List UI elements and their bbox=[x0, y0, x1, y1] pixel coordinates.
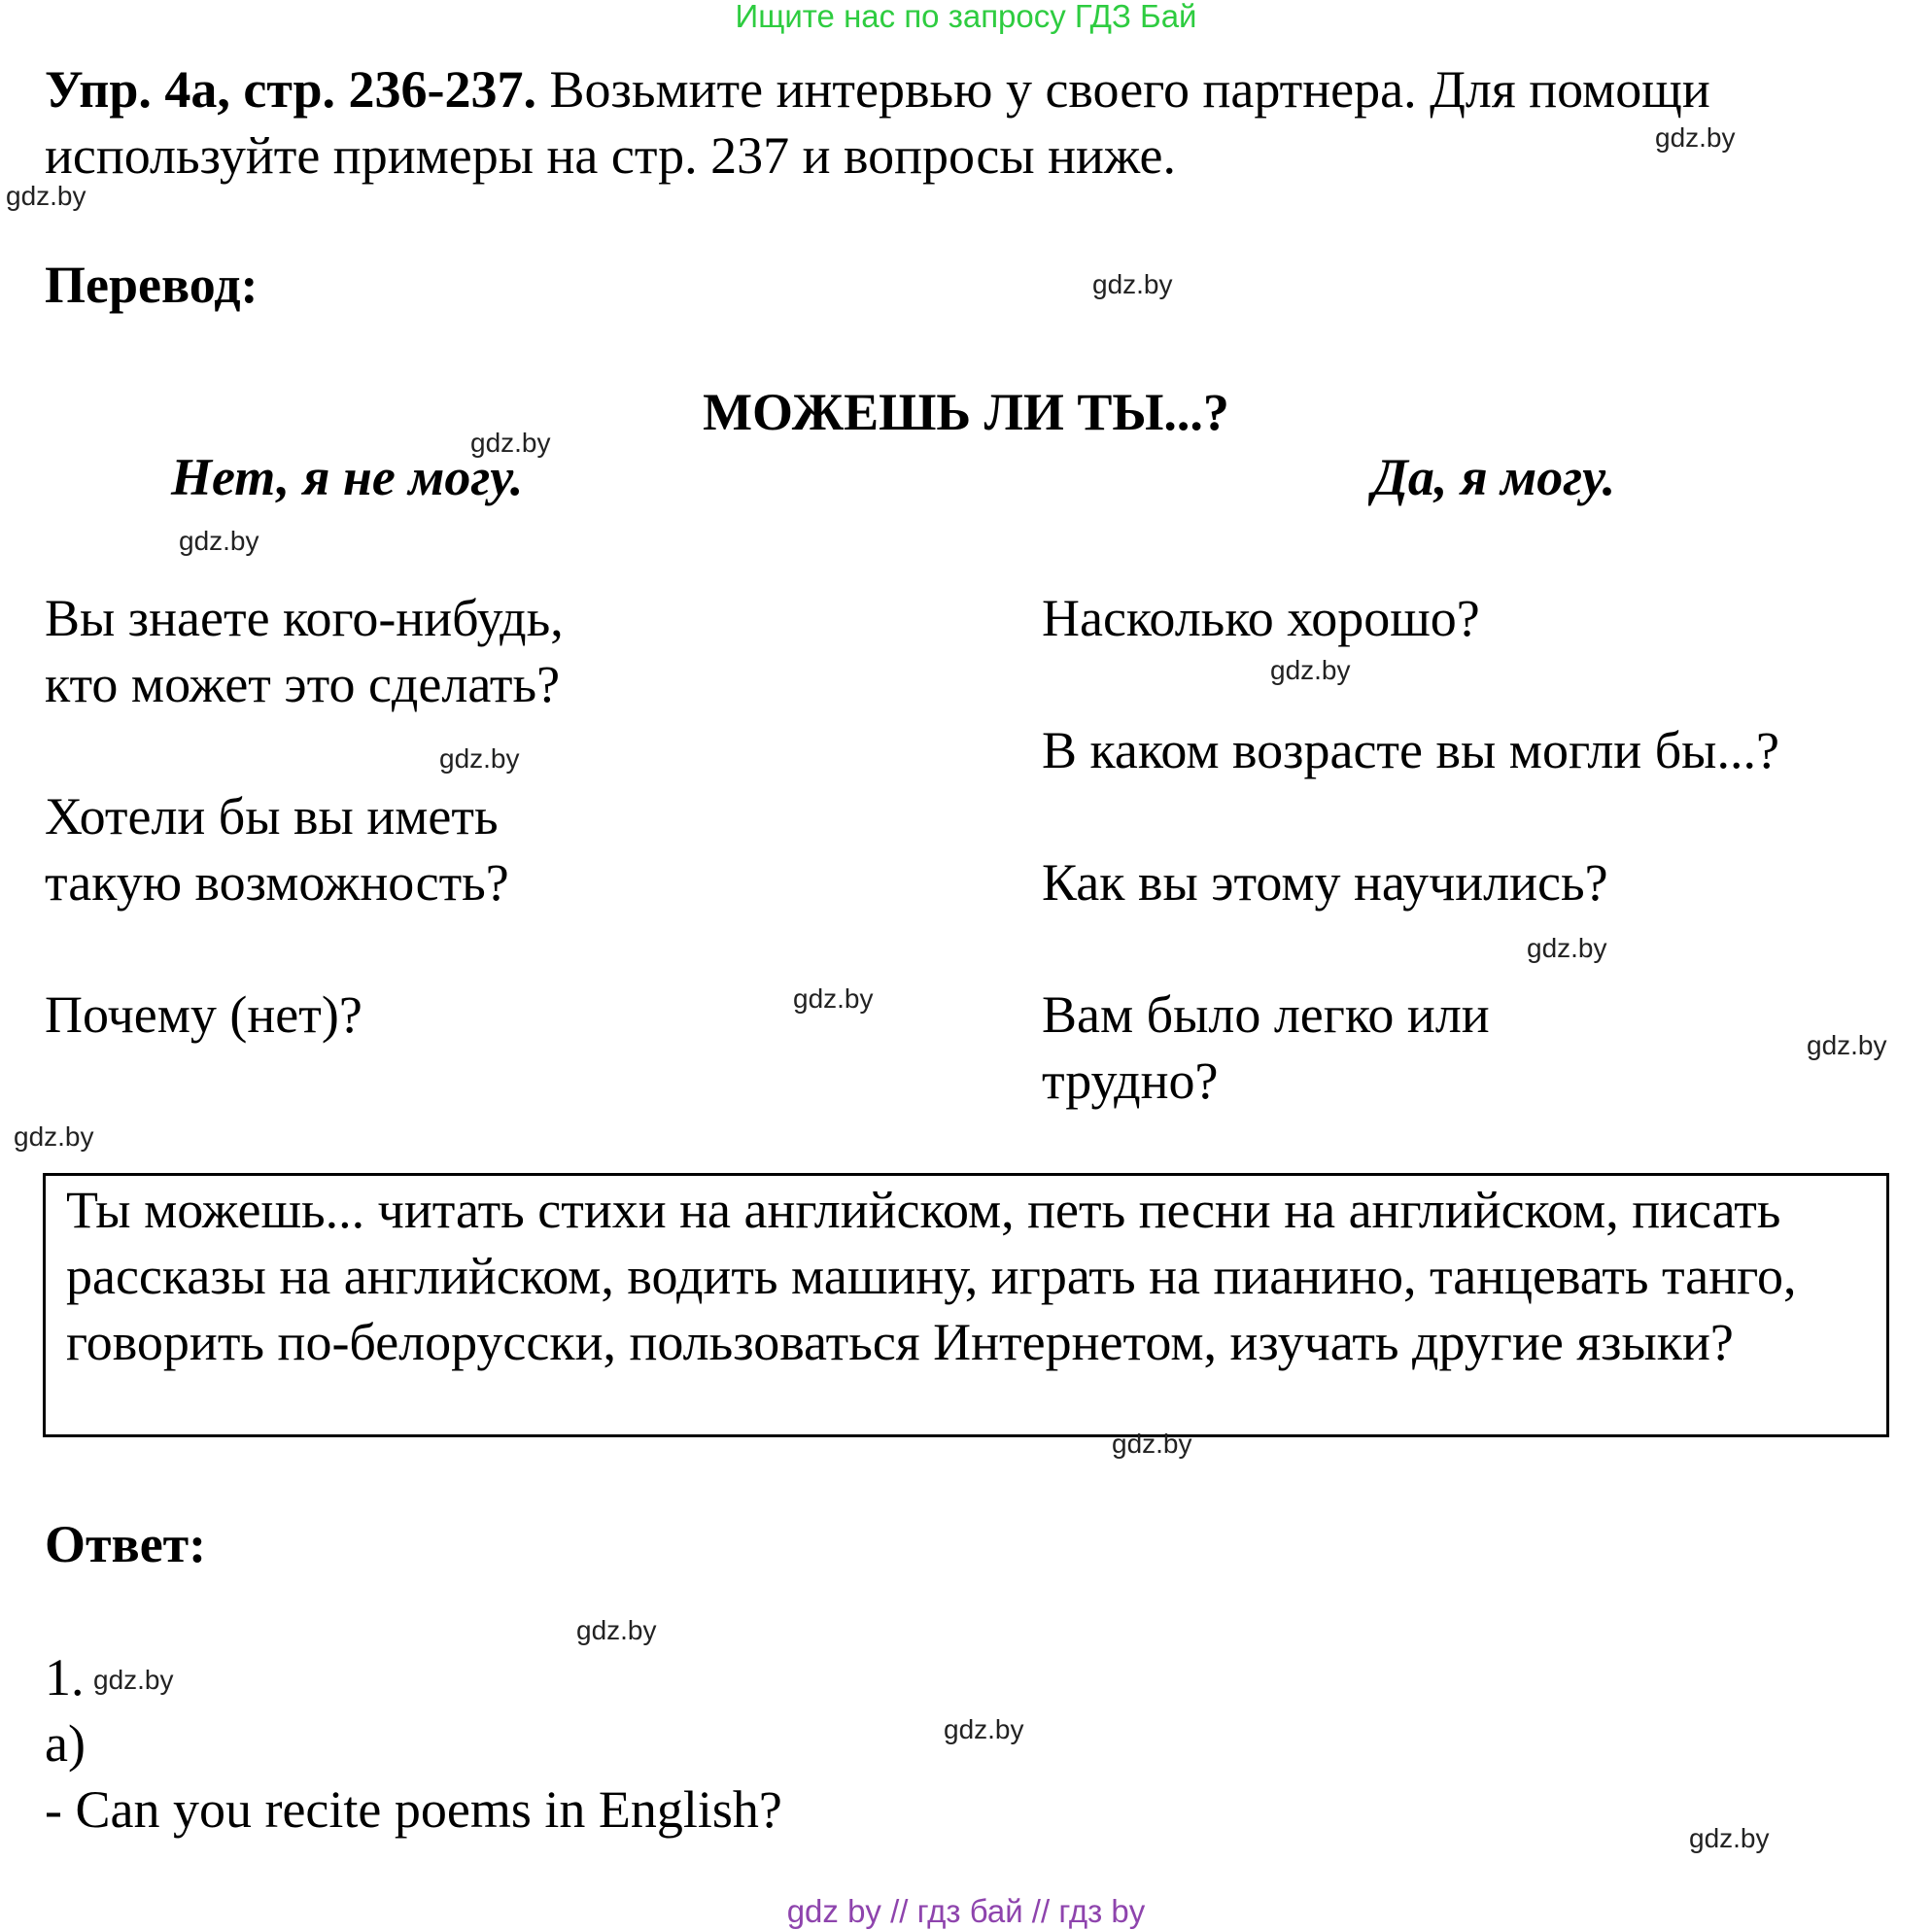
right-question-4a: Вам было легко или bbox=[1042, 985, 1490, 1044]
watermark: gdz.by bbox=[14, 1121, 94, 1152]
left-question-1b: кто может это сделать? bbox=[45, 655, 561, 713]
left-question-2b: такую возможность? bbox=[45, 853, 509, 912]
left-question-1a: Вы знаете кого-нибудь, bbox=[45, 589, 564, 647]
answer-heading: Ответ: bbox=[45, 1515, 207, 1573]
watermark: gdz.by bbox=[1270, 655, 1351, 685]
watermark: gdz.by bbox=[439, 743, 520, 774]
answer-number: 1. bbox=[45, 1648, 85, 1706]
activities-box-text: Ты можешь... читать стихи на английском, петь песни на английском, писать рассказы на английском, водить машину, играть на пианино, танцевать танго, говорить по-белорусски, пользоваться Интернетом, изучать другие языки? bbox=[66, 1181, 1797, 1371]
watermark: gdz.by bbox=[6, 181, 86, 211]
watermark: gdz.by bbox=[179, 526, 259, 556]
left-column-heading: Нет, я не могу. bbox=[171, 448, 524, 506]
right-question-4b: трудно? bbox=[1042, 1051, 1219, 1110]
right-question-2: В каком возрасте вы могли бы...? bbox=[1042, 721, 1779, 779]
left-question-3: Почему (нет)? bbox=[45, 985, 362, 1044]
watermark: gdz.by bbox=[1112, 1429, 1192, 1459]
footer-links: gdz by // гдз бай // гдз by bbox=[786, 1893, 1146, 1929]
task-text: Возьмите интервью у своего партнера. Для помощи используйте примеры на стр. 237 и вопросы ниже. bbox=[45, 60, 1710, 185]
task-statement bbox=[45, 56, 1891, 189]
right-question-1: Насколько хорошо? bbox=[1042, 589, 1480, 647]
watermark: gdz.by bbox=[944, 1714, 1024, 1744]
watermark: gdz.by bbox=[793, 983, 874, 1014]
translation-heading: Перевод: bbox=[45, 256, 259, 314]
watermark: gdz.by bbox=[470, 428, 551, 458]
task-reference: Упр. 4а, стр. 236-237. bbox=[45, 60, 537, 119]
watermark: gdz.by bbox=[1689, 1823, 1770, 1853]
watermark: gdz.by bbox=[576, 1615, 657, 1645]
right-question-3: Как вы этому научились? bbox=[1042, 853, 1608, 912]
right-column-heading: Да, я могу. bbox=[1372, 448, 1616, 506]
watermark: gdz.by bbox=[93, 1665, 174, 1695]
watermark: gdz.by bbox=[1092, 269, 1173, 299]
answer-line: - Can you recite poems in English? bbox=[45, 1780, 782, 1839]
answer-letter: а) bbox=[45, 1714, 86, 1773]
watermark: gdz.by bbox=[1807, 1030, 1887, 1060]
left-question-2a: Хотели бы вы иметь bbox=[45, 787, 499, 845]
search-banner: Ищите нас по запросу ГДЗ Бай bbox=[735, 0, 1197, 34]
section-title: МОЖЕШЬ ЛИ ТЫ...? bbox=[703, 383, 1229, 441]
watermark: gdz.by bbox=[1527, 933, 1607, 963]
watermark: gdz.by bbox=[1655, 122, 1736, 153]
